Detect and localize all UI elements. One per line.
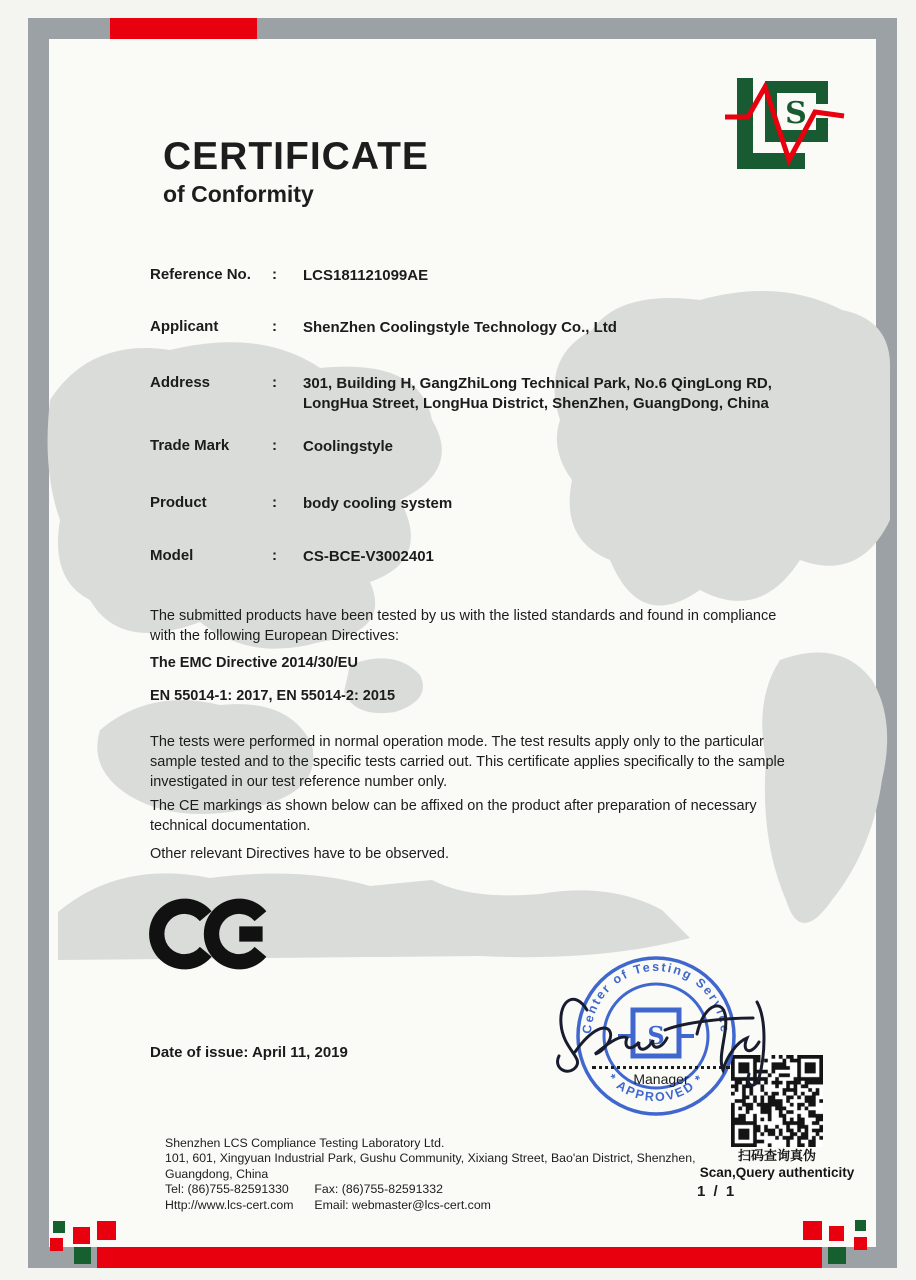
field-separator: : <box>272 374 277 391</box>
page-title: CERTIFICATE <box>163 135 429 178</box>
footer-website: Http://www.lcs-cert.com <box>165 1197 294 1212</box>
date-of-issue: Date of issue: April 11, 2019 <box>150 1044 348 1061</box>
other-directives-note: Other relevant Directives have to be observed. <box>150 846 450 862</box>
footer-block <box>165 1136 695 1213</box>
page-number: 1 / 1 <box>697 1183 737 1200</box>
field-separator: : <box>272 547 277 564</box>
footer-address-line2: Guangdong, China <box>165 1166 269 1181</box>
field-label: Applicant <box>150 318 219 335</box>
field-value: CS-BCE-V3002401 <box>303 548 434 565</box>
lcs-logo-icon <box>723 72 848 170</box>
directive-line: The EMC Directive 2014/30/EU <box>150 655 358 671</box>
footer-fax: Fax: (86)755-82591332 <box>314 1182 443 1197</box>
footer-company: Shenzhen LCS Compliance Testing Laboratory Ltd. <box>165 1136 445 1150</box>
qr-caption-english: Scan,Query authenticity <box>699 1165 855 1180</box>
stamp-arc-bottom-text: * APPROVED * <box>604 1071 708 1105</box>
field-label: Model <box>150 547 194 564</box>
field-label: Product <box>150 494 207 511</box>
footer-web-email-row <box>165 1198 695 1213</box>
footer-address-line1: 101, 601, Xingyuan Industrial Park, Gushu Community, Xixiang Street, Bao'an District, Shenzhen, <box>165 1151 696 1166</box>
field-separator: : <box>272 318 277 335</box>
footer-email: Email: webmaster@lcs-cert.com <box>314 1197 491 1212</box>
footer-tel: Tel: (86)755-82591330 <box>165 1182 289 1197</box>
field-value: ShenZhen Coolingstyle Technology Co., Ltd <box>303 319 617 336</box>
stamp-arc-top-text: Center of Testing Service <box>579 959 733 1035</box>
standards-line: EN 55014-1: 2017, EN 55014-2: 2015 <box>150 688 396 704</box>
field-value: body cooling system <box>303 495 453 512</box>
qr-caption-chinese: 扫码查询真伪 <box>737 1148 816 1163</box>
field-label: Reference No. <box>150 266 251 283</box>
field-separator: : <box>272 494 277 511</box>
tests-note: The tests were performed in normal operation mode. The test results apply only to the particular sample tested and to the specific tests carried out. This certificate applies specifically to the sample investigated in our test reference number only. <box>150 734 785 790</box>
compliance-intro: The submitted products have been tested by us with the listed standards and found in compliance with the following European Directives: <box>150 608 777 644</box>
field-value: Coolingstyle <box>303 438 394 455</box>
field-separator: : <box>272 266 277 283</box>
page-subtitle: of Conformity <box>163 180 314 207</box>
field-value: LCS181121099AE <box>303 267 429 284</box>
ce-note: The CE markings as shown below can be affixed on the product after preparation of necessary technical documentation. <box>150 798 757 834</box>
field-value: 301, Building H, GangZhiLong Technical Park, No.6 QingLong RD, LongHua Street, LongHua District, ShenZhen, GuangDong, China <box>303 375 772 412</box>
field-separator: : <box>272 437 277 454</box>
logo-letter: S <box>785 96 807 131</box>
qr-caption-block <box>693 1148 861 1181</box>
ce-mark-icon <box>148 884 294 984</box>
footer-tel-fax-row <box>165 1182 695 1197</box>
signature <box>545 972 795 1087</box>
stamp-center-letter: S <box>647 1021 665 1050</box>
title-block <box>163 136 429 208</box>
field-label: Trade Mark <box>150 437 230 454</box>
field-label: Address <box>150 374 211 391</box>
signer-role: Manager <box>633 1071 689 1087</box>
